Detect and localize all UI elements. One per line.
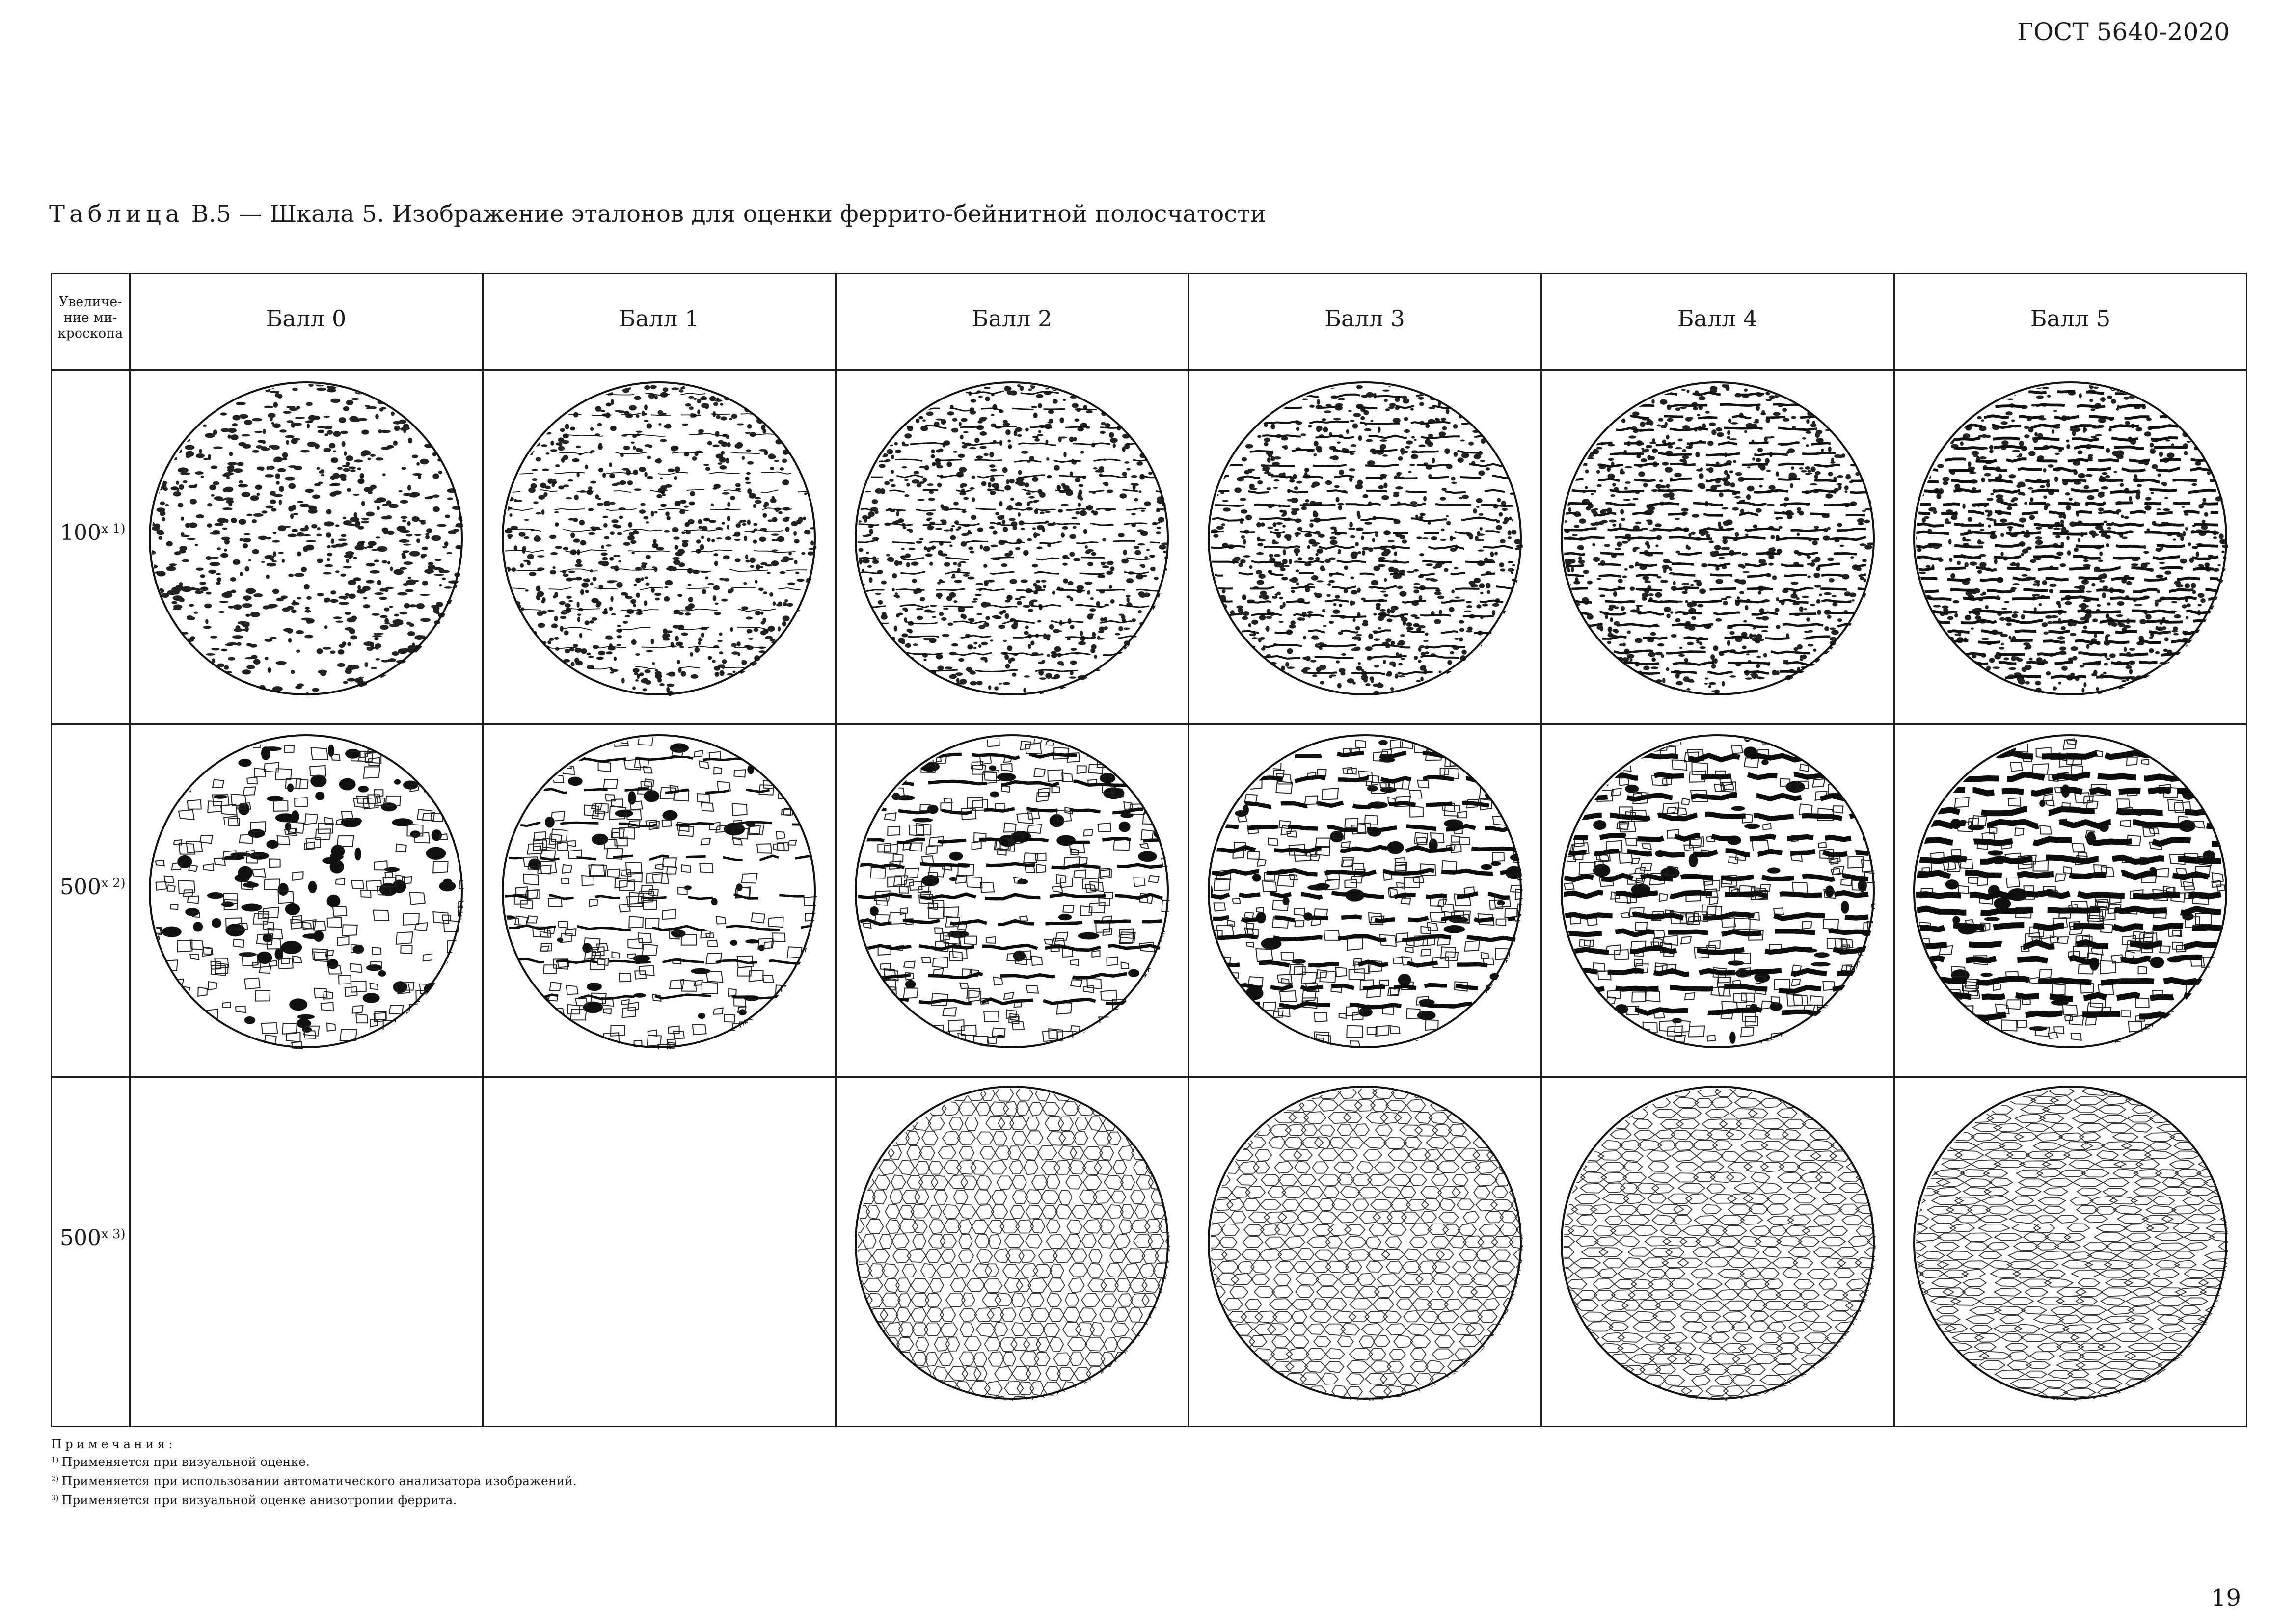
- row-label-500x-anisotropy: [60, 1225, 126, 1251]
- table-caption-text: В.5 — Шкала 5. Изображение эталонов для оценки феррито-бейнитной полосчатости: [191, 200, 1266, 228]
- notes-block: [51, 1436, 577, 1511]
- note-mark: 2): [51, 1474, 59, 1483]
- footnote-ref: 1): [112, 522, 126, 536]
- note-item: [51, 1491, 577, 1511]
- micrograph-ferrite-grain-network-strongly-elongated: [1912, 1085, 2228, 1401]
- magnification-value: 100: [60, 520, 101, 545]
- column-header-ball-3: Балл 3: [1324, 305, 1405, 332]
- note-text: Применяется при визуальной оценке анизотропии феррита.: [61, 1493, 457, 1507]
- column-header-ball-2: Балл 2: [972, 305, 1053, 332]
- magnification-suffix: х: [101, 522, 108, 536]
- notes-title: Примечания:: [51, 1437, 176, 1451]
- row-label-100x: [60, 520, 126, 545]
- micrograph-ferrite-grain-network-elongated: [1560, 1085, 1876, 1401]
- micrograph-strongly-banded: [1912, 733, 2228, 1049]
- micrograph-banded: [854, 733, 1170, 1049]
- magnification-value: 500: [60, 1225, 101, 1251]
- column-header-ball-1: Балл 1: [619, 305, 700, 332]
- note-mark: 1): [51, 1455, 59, 1464]
- magnification-value: 500: [60, 875, 101, 900]
- column-header-ball-4: Балл 4: [1677, 305, 1758, 332]
- micrograph-banded: [1207, 733, 1523, 1049]
- page-number: 19: [2211, 1584, 2241, 1612]
- column-header-ball-0: Балл 0: [266, 305, 347, 332]
- magnification-header-line: ние ми-: [63, 310, 117, 325]
- standard-code: ГОСТ 5640-2020: [2017, 18, 2230, 46]
- micrograph-uniform-ferrite-bainite: [148, 733, 464, 1049]
- micrograph-slight-banding: [501, 733, 817, 1049]
- micrograph-outline: [1209, 1087, 1521, 1399]
- table-caption-label: Таблица: [49, 200, 184, 228]
- micrograph-ferrite-grain-network-elongated: [1207, 1085, 1523, 1401]
- micrograph-faint-banding: [854, 380, 1170, 696]
- note-text: Применяется при использовании автоматического анализатора изображений.: [61, 1474, 577, 1488]
- magnification-suffix: х: [101, 876, 108, 891]
- row-label-500x-auto: [60, 875, 126, 900]
- note-item: [51, 1453, 577, 1472]
- note-text: Применяется при визуальной оценке.: [61, 1455, 310, 1469]
- magnification-header-line: кроскопа: [57, 326, 123, 341]
- magnification-header: [51, 294, 130, 342]
- micrograph-strongly-banded: [1560, 733, 1876, 1049]
- note-mark: 3): [51, 1493, 59, 1502]
- magnification-suffix: х: [101, 1227, 108, 1242]
- magnification-header-line: Увеличе-: [58, 294, 122, 310]
- footnote-ref: 3): [112, 1227, 126, 1242]
- micrograph-ferrite-grain-network: [854, 1085, 1170, 1401]
- micrograph-fine-uniform-microstructure: [148, 380, 464, 696]
- micrograph-pronounced-banding: [1560, 380, 1876, 696]
- micrograph-moderate-banding: [1207, 380, 1523, 696]
- column-header-ball-5: Балл 5: [2030, 305, 2111, 332]
- micrograph-strong-banding: [1912, 380, 2228, 696]
- table-caption: [49, 200, 1266, 228]
- note-item: [51, 1472, 577, 1491]
- micrograph-fine-uniform-microstructure: [501, 380, 817, 696]
- footnote-ref: 2): [112, 876, 126, 891]
